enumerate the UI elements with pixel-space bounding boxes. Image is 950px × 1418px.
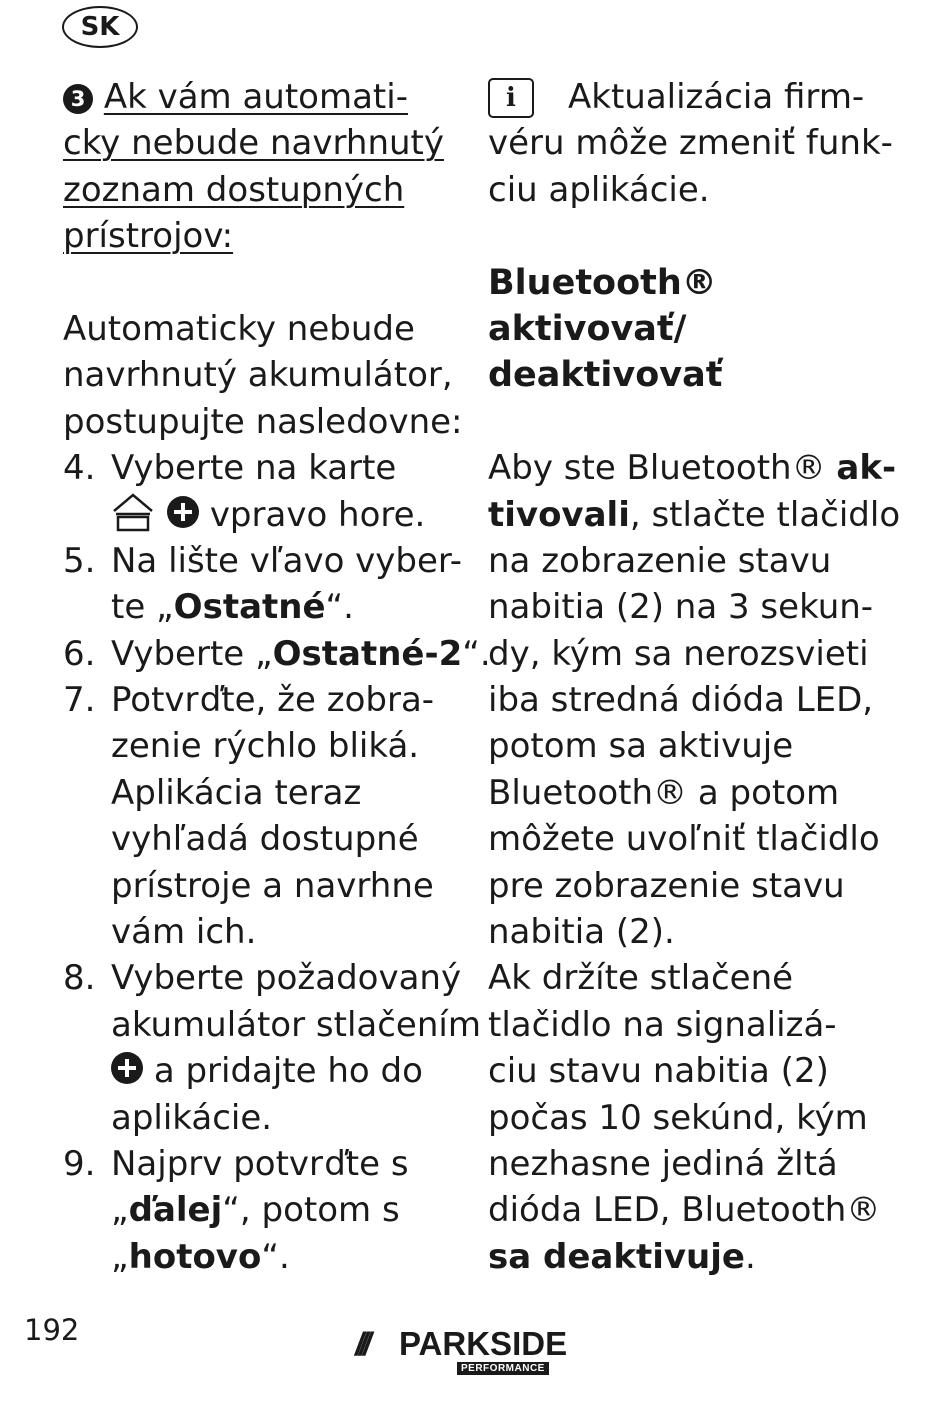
logo-brand: PARKSIDE xyxy=(399,1325,568,1362)
step-5: 5. Na lište vľavo vyber- xyxy=(63,540,462,581)
step-6: 6. Vyberte „Ostatné-2“. xyxy=(63,633,491,674)
section-heading: aktivovať/ xyxy=(488,308,687,349)
paragraph-1-line: Aby ste Bluetooth® ak- xyxy=(488,448,897,489)
paragraph-1-line: môžete uvoľniť tlačidlo xyxy=(488,819,880,860)
paragraph-2-line: tlačidlo na signalizá- xyxy=(488,1004,837,1045)
step3-line-2: cky nebude navrhnutý xyxy=(63,123,444,164)
paragraph-1-line: dy, kým sa nerozsvieti xyxy=(488,633,869,674)
paragraph-2-line: Ak držíte stlačené xyxy=(488,958,794,999)
paragraph-1-line: nabitia (2). xyxy=(488,912,675,953)
intro-line-3: postupujte nasledovne: xyxy=(63,401,463,442)
paragraph-1-line: tivovali, stlačte tlačidlo xyxy=(488,494,901,535)
paragraph-2-line: dióda LED, Bluetooth® xyxy=(488,1190,881,1231)
info-note-line-1: i Aktualizácia firm- xyxy=(488,74,888,120)
paragraph-2-line: nezhasne jediná žltá xyxy=(488,1143,838,1184)
language-badge: SK xyxy=(62,6,138,48)
step-8-cont: a pridajte ho do xyxy=(63,1048,463,1094)
paragraph-1-line: na zobrazenie stavu xyxy=(488,540,832,581)
step-7-cont: zenie rýchlo bliká. xyxy=(111,726,420,767)
step3-line-1: 3 Ak vám automati- xyxy=(63,74,463,120)
step-7-cont: prístroje a navrhne xyxy=(111,865,434,906)
step-4-cont: vpravo hore. xyxy=(63,492,463,538)
step-7: 7. Potvrďte, že zobra- xyxy=(63,680,435,721)
step-9: 9. Najprv potvrďte s xyxy=(63,1143,409,1184)
paragraph-1-line: iba stredná dióda LED, xyxy=(488,680,874,721)
step-8: 8. Vyberte požadovaný xyxy=(63,958,462,999)
info-note-line-2: véru môže zmeniť funk- xyxy=(488,123,893,164)
step-7-cont: vám ich. xyxy=(111,912,257,953)
home-icon xyxy=(111,492,155,544)
step3-line-3: zoznam dostupných xyxy=(63,169,405,210)
right-column xyxy=(488,74,901,1280)
section-heading: Bluetooth® xyxy=(488,262,717,303)
step-3-circle-icon: 3 xyxy=(63,84,93,114)
parkside-logo xyxy=(355,1324,567,1380)
page-number: 192 xyxy=(24,1313,80,1347)
step3-line-4: prístrojov: xyxy=(63,216,234,257)
paragraph-1-line: nabitia (2) na 3 sekun- xyxy=(488,587,874,628)
step-7-cont: vyhľadá dostupné xyxy=(111,819,419,860)
paragraph-1-line: pre zobrazenie stavu xyxy=(488,865,845,906)
step-9-cont: „hotovo“. xyxy=(111,1236,290,1277)
info-icon: i xyxy=(488,78,534,118)
intro-line-2: navrhnutý akumulátor, xyxy=(63,355,453,396)
step-9-cont: „ďalej“, potom s xyxy=(111,1190,400,1231)
plus-circle-icon xyxy=(111,1052,143,1084)
logo-slashes: /// xyxy=(355,1326,367,1362)
section-heading: deaktivovať xyxy=(488,355,723,396)
intro-line-1: Automaticky nebude xyxy=(63,308,415,349)
paragraph-2-line: sa deaktivuje. xyxy=(488,1236,756,1277)
step-8-cont: akumulátor stlačením xyxy=(111,1004,481,1045)
info-note-line-3: ciu aplikácie. xyxy=(488,169,710,210)
logo-sub: PERFORMANCE xyxy=(457,1362,549,1375)
paragraph-1-line: Bluetooth® a potom xyxy=(488,772,840,813)
step-4: 4. Vyberte na karte xyxy=(63,448,397,489)
paragraph-1-line: potom sa aktivuje xyxy=(488,726,794,767)
step-8-cont: aplikácie. xyxy=(111,1097,273,1138)
paragraph-2-line: počas 10 sekúnd, kým xyxy=(488,1097,868,1138)
plus-circle-icon xyxy=(167,496,199,528)
left-column xyxy=(63,74,491,1280)
step-7-cont: Aplikácia teraz xyxy=(111,772,362,813)
paragraph-2-line: ciu stavu nabitia (2) xyxy=(488,1051,829,1092)
step-5-cont: te „Ostatné“. xyxy=(111,587,354,628)
